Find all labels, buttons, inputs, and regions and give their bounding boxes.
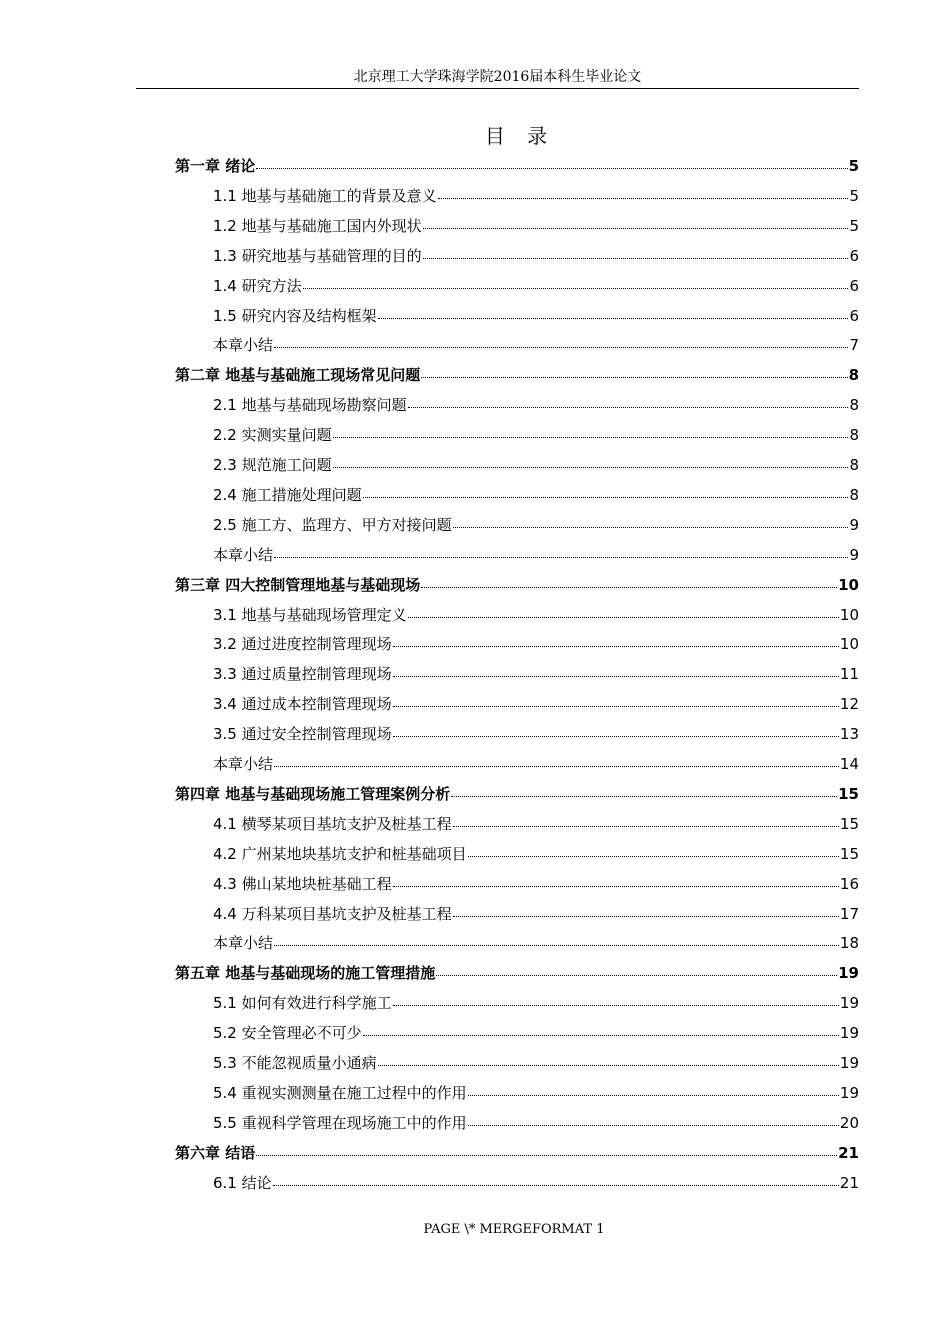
toc-section-entry[interactable] <box>213 689 859 719</box>
toc-entry-title: 3.2 通过进度控制管理现场 <box>213 635 392 654</box>
toc-entry-title: 本章小结 <box>213 545 274 564</box>
toc-entry-title: 3.1 地基与基础现场管理定义 <box>213 605 407 624</box>
toc-section-entry[interactable] <box>213 390 859 420</box>
toc-section-entry[interactable] <box>213 869 859 899</box>
toc-dot-leader <box>453 826 839 827</box>
toc-section-entry[interactable] <box>213 301 859 331</box>
toc-entry-title: 4.4 万科某项目基坑支护及桩基工程 <box>213 904 452 923</box>
toc-dot-leader <box>468 1125 839 1126</box>
toc-section-entry[interactable] <box>213 450 859 480</box>
toc-section-entry[interactable] <box>213 1168 859 1198</box>
toc-page-number: 12 <box>839 695 859 714</box>
toc-entry-title: 5.5 重视科学管理在现场施工中的作用 <box>213 1113 467 1132</box>
toc-entry-title: 1.3 研究地基与基础管理的目的 <box>213 246 422 265</box>
page-footer: PAGE \* MERGEFORMAT 1 <box>423 1222 605 1237</box>
toc-entry-title: 本章小结 <box>213 934 274 953</box>
toc-dot-leader <box>423 228 849 229</box>
toc-entry-title: 1.1 地基与基础施工的背景及意义 <box>213 186 437 205</box>
toc-page-number: 6 <box>849 276 859 295</box>
toc-section-entry[interactable] <box>213 839 859 869</box>
toc-section-entry[interactable] <box>213 809 859 839</box>
toc-page-number: 5 <box>849 216 859 235</box>
toc-dot-leader <box>363 497 849 498</box>
toc-page-number: 8 <box>849 426 859 445</box>
toc-page-number: 15 <box>838 784 859 803</box>
toc-entry-title: 3.3 通过质量控制管理现场 <box>213 665 392 684</box>
toc-dot-leader <box>393 886 839 887</box>
toc-dot-leader <box>421 587 837 588</box>
toc-dot-leader <box>408 617 839 618</box>
toc-dot-leader <box>256 168 847 169</box>
toc-entry-title: 1.2 地基与基础施工国内外现状 <box>213 216 422 235</box>
toc-dot-leader <box>274 557 848 558</box>
toc-dot-leader <box>303 288 849 289</box>
toc-entry-title: 第四章 地基与基础现场施工管理案例分析 <box>175 784 451 803</box>
toc-dot-leader <box>378 1065 839 1066</box>
toc-page-number: 9 <box>849 515 859 534</box>
toc-page-number: 18 <box>839 934 859 953</box>
toc-page-number: 19 <box>839 1083 859 1102</box>
toc-section-entry[interactable] <box>213 271 859 301</box>
toc-entry-title: 2.5 施工方、监理方、甲方对接问题 <box>213 515 452 534</box>
toc-section-entry[interactable] <box>213 899 859 929</box>
toc-page-number: 10 <box>839 635 859 654</box>
toc-section-entry[interactable] <box>213 1078 859 1108</box>
toc-entry-title: 4.1 横琴某项目基坑支护及桩基工程 <box>213 814 452 833</box>
toc-page-number: 8 <box>848 366 859 385</box>
toc-chapter-entry[interactable] <box>175 570 859 600</box>
toc-page-number: 13 <box>839 725 859 744</box>
toc-dot-leader <box>436 975 837 976</box>
toc-entry-title: 3.4 通过成本控制管理现场 <box>213 695 392 714</box>
toc-dot-leader <box>393 676 839 677</box>
toc-dot-leader <box>333 437 849 438</box>
toc-entry-title: 4.2 广州某地块基坑支护和桩基础项目 <box>213 844 467 863</box>
toc-dot-leader <box>468 1095 839 1096</box>
toc-dot-leader <box>393 706 839 707</box>
toc-section-entry[interactable] <box>213 480 859 510</box>
toc-dot-leader <box>363 1035 839 1036</box>
toc-page-number: 19 <box>839 1054 859 1072</box>
toc-page-number: 14 <box>839 755 859 773</box>
toc-entry-title: 第一章 绪论 <box>175 157 256 175</box>
toc-section-entry[interactable] <box>213 1018 859 1048</box>
toc-entry-title: 5.2 安全管理必不可少 <box>213 1024 362 1043</box>
toc-page-number: 5 <box>849 186 859 205</box>
toc-page-number: 19 <box>839 994 859 1013</box>
toc-chapter-entry[interactable] <box>175 360 859 390</box>
toc-section-entry[interactable] <box>213 540 859 570</box>
toc-section-entry[interactable] <box>213 181 859 211</box>
toc-page-number: 8 <box>849 485 859 504</box>
toc-page-number: 9 <box>849 545 859 564</box>
toc-dot-leader <box>393 1005 839 1006</box>
toc-entry-title: 1.5 研究内容及结构框架 <box>213 306 377 325</box>
toc-entry-title: 5.4 重视实测测量在施工过程中的作用 <box>213 1083 467 1102</box>
toc-entry-title: 第二章 地基与基础施工现场常见问题 <box>175 366 421 385</box>
toc-dot-leader <box>273 1185 839 1186</box>
toc-dot-leader <box>421 377 847 378</box>
toc-dot-leader <box>468 856 839 857</box>
toc-chapter-entry[interactable] <box>175 151 859 181</box>
toc-section-entry[interactable] <box>213 241 859 271</box>
toc-section-entry[interactable] <box>213 659 859 689</box>
toc-page-number: 6 <box>849 246 859 265</box>
toc-section-entry[interactable] <box>213 1048 859 1078</box>
toc-dot-leader <box>274 766 839 767</box>
toc-page-number: 20 <box>839 1113 859 1132</box>
toc-title: 目 录 <box>484 124 556 148</box>
toc-section-entry[interactable] <box>213 749 859 779</box>
toc-entry-title: 第六章 结语 <box>175 1143 256 1162</box>
toc-dot-leader <box>333 467 849 468</box>
toc-dot-leader <box>274 945 839 946</box>
toc-page-number: 15 <box>839 844 859 863</box>
toc-section-entry[interactable] <box>213 420 859 450</box>
toc-dot-leader <box>453 527 849 528</box>
toc-dot-leader <box>274 347 848 348</box>
toc-dot-leader <box>438 198 849 199</box>
toc-section-entry[interactable] <box>213 988 859 1018</box>
toc-chapter-entry[interactable] <box>175 1138 859 1168</box>
toc-page-number: 17 <box>839 904 859 923</box>
toc-page-number: 19 <box>839 1024 859 1043</box>
toc-entry-title: 第三章 四大控制管理地基与基础现场 <box>175 575 421 594</box>
toc-dot-leader <box>378 318 849 319</box>
toc-page-number: 10 <box>839 605 859 624</box>
toc-section-entry[interactable] <box>213 928 859 958</box>
toc-page-number: 11 <box>839 665 859 684</box>
toc-entry-title: 1.4 研究方法 <box>213 276 302 295</box>
toc-page-number: 21 <box>838 1143 859 1162</box>
toc-chapter-entry[interactable] <box>175 958 859 988</box>
toc-page-number: 8 <box>849 396 859 415</box>
toc-section-entry[interactable] <box>213 629 859 659</box>
toc-entry-title: 6.1 结论 <box>213 1173 272 1192</box>
toc-entry-title: 2.3 规范施工问题 <box>213 456 332 474</box>
toc-section-entry[interactable] <box>213 600 859 630</box>
toc-page-number: 7 <box>849 336 859 355</box>
toc-entry-title: 第五章 地基与基础现场的施工管理措施 <box>175 964 436 983</box>
toc-page-number: 15 <box>839 814 859 833</box>
toc-entry-title: 4.3 佛山某地块桩基础工程 <box>213 874 392 893</box>
toc-entry-title: 2.2 实测实量问题 <box>213 426 332 445</box>
toc-dot-leader <box>423 258 849 259</box>
toc-page-number: 6 <box>849 306 859 325</box>
toc-dot-leader <box>393 736 839 737</box>
toc-section-entry[interactable] <box>213 330 859 360</box>
toc-entry-title: 5.3 不能忽视质量小通病 <box>213 1054 377 1072</box>
toc-dot-leader <box>393 646 839 647</box>
toc-section-entry[interactable] <box>213 1108 859 1138</box>
toc-page-number: 10 <box>838 575 859 594</box>
toc-entry-title: 2.1 地基与基础现场勘察问题 <box>213 396 407 415</box>
toc-dot-leader <box>451 796 837 797</box>
toc-section-entry[interactable] <box>213 211 859 241</box>
toc-entry-title: 本章小结 <box>213 336 274 355</box>
toc-chapter-entry[interactable] <box>175 779 859 809</box>
toc-page-number: 16 <box>839 874 859 893</box>
toc-entry-title: 本章小结 <box>213 755 274 773</box>
toc-page-number: 8 <box>849 456 859 474</box>
toc-dot-leader <box>408 407 849 408</box>
toc-dot-leader <box>453 916 839 917</box>
toc-page-number: 19 <box>838 964 859 983</box>
page-header: 北京理工大学珠海学院2016届本科生毕业论文 <box>136 66 859 89</box>
toc-entry-title: 5.1 如何有效进行科学施工 <box>213 994 392 1013</box>
toc-entry-title: 2.4 施工措施处理问题 <box>213 485 362 504</box>
toc-dot-leader <box>256 1155 837 1156</box>
toc-page-number: 5 <box>848 157 859 175</box>
toc-section-entry[interactable] <box>213 510 859 540</box>
toc-page-number: 21 <box>839 1173 859 1192</box>
toc-entry-title: 3.5 通过安全控制管理现场 <box>213 725 392 744</box>
toc-section-entry[interactable] <box>213 719 859 749</box>
